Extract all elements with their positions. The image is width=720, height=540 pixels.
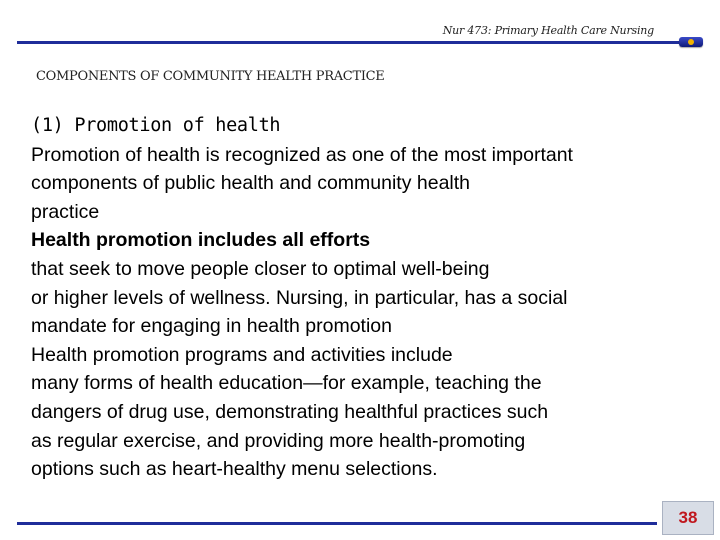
footer-divider — [17, 522, 657, 525]
section-title: COMPONENTS OF COMMUNITY HEALTH PRACTICE — [36, 69, 385, 84]
body-line: components of public health and community health — [31, 172, 471, 195]
body-line: practice — [31, 200, 100, 223]
page-number: 38 — [662, 501, 714, 535]
body-line: many forms of health education—for example, teaching the — [31, 372, 542, 395]
emphasized-line: Health promotion includes all efforts — [31, 229, 371, 252]
bullet-badge-icon — [679, 37, 703, 47]
body-line: Health promotion programs and activities include — [31, 343, 453, 366]
body-line: Promotion of health is recognized as one of the most important — [31, 143, 573, 166]
body-line: mandate for engaging in health promotion — [31, 315, 392, 338]
body-line: that seek to move people closer to optimal well-being — [31, 257, 490, 280]
header-divider — [17, 41, 679, 44]
body-line: as regular exercise, and providing more health-promoting — [31, 429, 526, 452]
sub-heading: (1) Promotion of health — [31, 115, 281, 136]
body-line: options such as heart-healthy menu selections. — [31, 458, 438, 481]
course-title: Nur 473: Primary Health Care Nursing — [442, 24, 654, 37]
badge-dot-icon — [688, 39, 694, 45]
body-line: dangers of drug use, demonstrating healthful practices such — [31, 400, 549, 423]
body-line: or higher levels of wellness. Nursing, in particular, has a social — [31, 286, 568, 309]
slide-body — [31, 112, 706, 484]
